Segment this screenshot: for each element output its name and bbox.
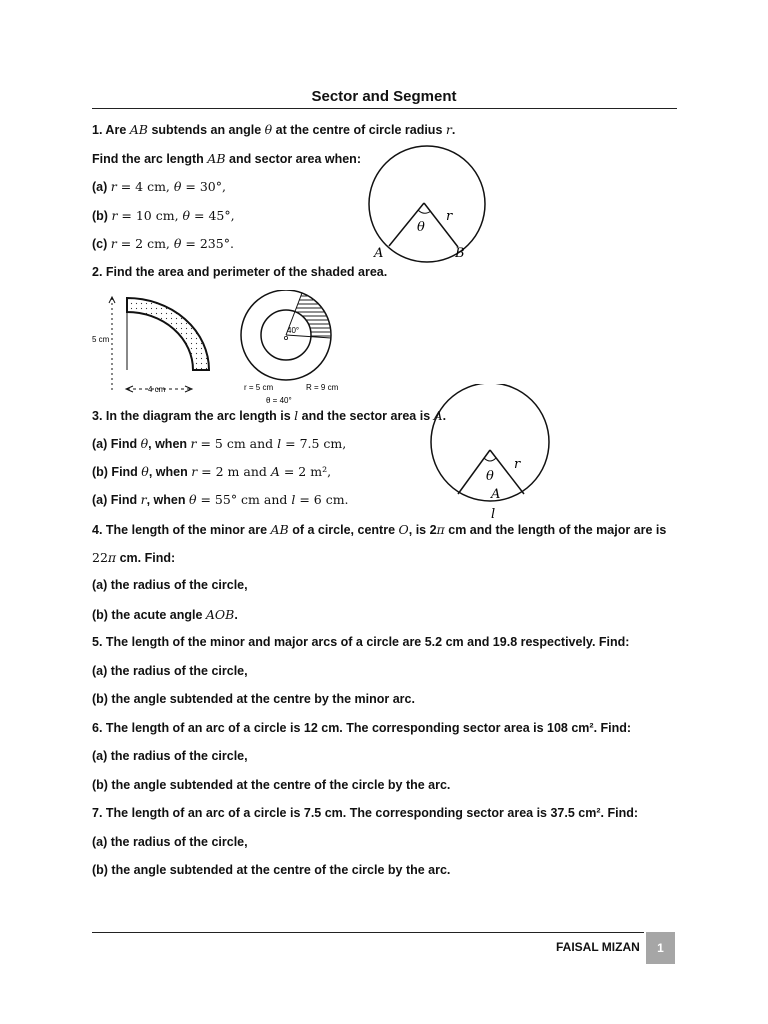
q1-part-c: (c) r = 2 cm, θ = 235°. (92, 236, 234, 251)
q7-part-a: (a) the radius of the circle, (92, 835, 248, 849)
q2-text: 2. Find the area and perimeter of the shaded area. (92, 265, 388, 279)
q6-part-b: (b) the angle subtended at the centre of the circle by the arc. (92, 778, 451, 792)
height-label: 5 cm (92, 335, 110, 344)
arc-length-label: l (491, 507, 496, 522)
q3-part-a: (a) Find θ, when r = 5 cm and l = 7.5 cm, (92, 436, 347, 451)
footer-rule (92, 932, 644, 933)
arc-sector-diagram (428, 384, 556, 524)
page-number: 1 (646, 932, 675, 964)
title-rule (92, 108, 677, 109)
width-label: 4 cm (148, 385, 166, 394)
point-a-label: A (374, 246, 384, 261)
area-label: A (491, 487, 501, 502)
outer-radius-label: R = 9 cm (306, 383, 339, 392)
shaded-quarter-ring (127, 298, 209, 370)
q7-text: 7. The length of an arc of a circle is 7.5 cm. The corresponding sector area is 37.5 cm². Find: (92, 806, 639, 820)
q5-part-b: (b) the angle subtended at the centre by the minor arc. (92, 692, 415, 706)
q4-part-a: (a) the radius of the circle, (92, 578, 248, 592)
q5-text: 5. The length of the minor and major arcs of a circle are 5.2 cm and 19.8 respectively. Find: (92, 635, 630, 649)
q4-line2: 22π cm. Find: (92, 550, 176, 565)
q7-part-b: (b) the angle subtended at the centre of the circle by the arc. (92, 863, 451, 877)
q1-part-a: (a) r = 4 cm, θ = 30°, (92, 179, 226, 194)
inner-radius-label: r = 5 cm (244, 383, 274, 392)
radius-line-b (424, 203, 458, 247)
center-angle-label: 40° (287, 326, 300, 335)
q1-find: Find the arc length AB and sector area when: (92, 151, 361, 166)
q3-part-b: (b) Find θ, when r = 2 m and A = 2 m², (92, 464, 332, 479)
radius-label: r (446, 209, 453, 224)
theta-label: θ (486, 469, 494, 484)
point-b-label: B (455, 246, 465, 261)
q1-part-b: (b) r = 10 cm, θ = 45°, (92, 208, 235, 223)
q5-part-a: (a) the radius of the circle, (92, 664, 248, 678)
page-title: Sector and Segment (311, 88, 457, 105)
quarter-ring-diagram (90, 292, 220, 400)
sector-circle-diagram (355, 140, 505, 265)
footer-author: FAISAL MIZAN (556, 940, 640, 954)
q6-part-a: (a) the radius of the circle, (92, 749, 248, 763)
angle-arc (484, 458, 496, 461)
q6-text: 6. The length of an arc of a circle is 12 cm. The corresponding sector area is 108 cm². Find: (92, 721, 632, 735)
theta-label: θ (417, 220, 425, 235)
q3-intro: 3. In the diagram the arc length is l and the sector area is A. (92, 408, 447, 423)
angle-label: θ = 40° (266, 396, 292, 405)
q3-part-c: (a) Find r, when θ = 55° cm and l = 6 cm. (92, 492, 349, 507)
circle-outline (369, 146, 485, 262)
q1-intro: 1. Are AB subtends an angle θ at the centre of circle radius r. (92, 122, 456, 137)
q4-part-b: (b) the acute angle AOB. (92, 607, 238, 622)
annulus-sector-diagram (236, 290, 356, 408)
q4-line1: 4. The length of the minor are AB of a circle, centre O, is 2π cm and the length of the major are is (92, 522, 667, 537)
radius-label: r (514, 457, 521, 472)
